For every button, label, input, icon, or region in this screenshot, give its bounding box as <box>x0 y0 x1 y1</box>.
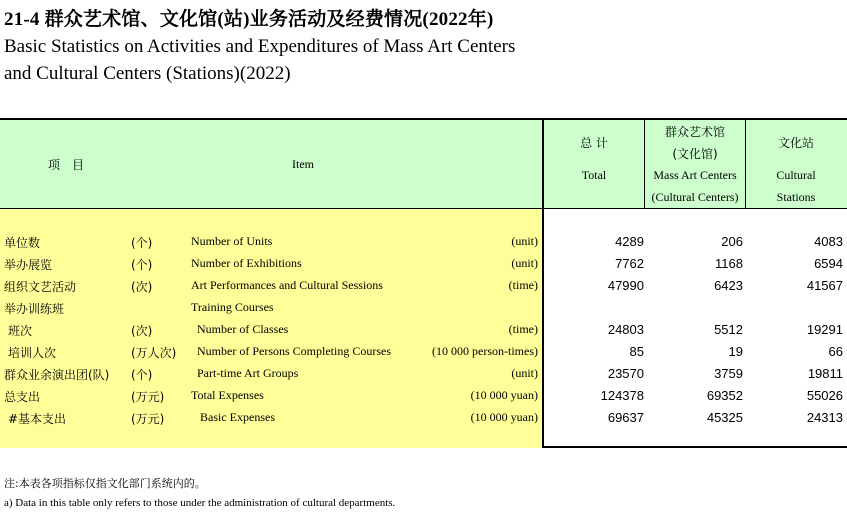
row-label-cn: 群众业余演出团(队) <box>4 368 110 382</box>
row-unit-en: (time) <box>508 322 538 336</box>
row-unit-en: (10 000 yuan) <box>470 410 538 424</box>
cell-total: 4289 <box>615 234 644 249</box>
cell-mass-art-centers: 206 <box>721 234 743 249</box>
cell-total: 7762 <box>615 256 644 271</box>
table-row <box>0 384 847 406</box>
page-title-cn: 21-4 群众艺术馆、文化馆(站)业务活动及经费情况(2022年) <box>4 9 494 30</box>
cell-mass-art-centers: 45325 <box>706 410 743 425</box>
table-row <box>0 230 847 252</box>
cell-mass-art-centers: 3759 <box>714 366 743 381</box>
cell-mass-art-centers: 19 <box>728 344 743 359</box>
cell-cultural-stations: 41567 <box>806 278 843 293</box>
table-row <box>0 340 847 362</box>
cell-mass-art-centers: 1168 <box>715 256 743 271</box>
cell-total: 47990 <box>607 278 644 293</box>
row-label-cn: 组织文艺活动 <box>4 280 77 294</box>
row-label-en: Training Courses <box>191 300 274 314</box>
row-unit-cn: (次) <box>131 324 153 338</box>
row-unit-en: (unit) <box>511 234 538 248</box>
row-label-en: Art Performances and Cultural Sessions <box>191 278 383 292</box>
cell-mass-art-centers: 69352 <box>706 388 743 403</box>
row-label-en: Number of Exhibitions <box>191 256 302 270</box>
statistics-table <box>0 118 847 448</box>
page-title-en-line2: and Cultural Centers (Stations)(2022) <box>4 63 291 84</box>
table-header <box>0 120 847 210</box>
header-mass-en-1: Mass Art Centers <box>653 168 737 182</box>
cell-total: 23570 <box>607 366 644 381</box>
cell-total: 24803 <box>607 322 644 337</box>
cell-cultural-stations: 55026 <box>806 388 843 403</box>
cell-total: 69637 <box>607 410 644 425</box>
cell-mass-art-centers: 6423 <box>714 278 743 293</box>
row-unit-cn: (个) <box>131 368 153 382</box>
row-unit-cn: (万元) <box>131 412 165 426</box>
table-row <box>0 296 847 318</box>
header-item-en: Item <box>292 157 314 171</box>
table-row <box>0 252 847 274</box>
row-unit-cn: (万元) <box>131 390 165 404</box>
row-label-en: Part-time Art Groups <box>197 366 299 380</box>
row-label-en: Total Expenses <box>191 388 264 402</box>
header-mass-cn-1: 群众艺术馆 <box>664 125 725 139</box>
header-total-en: Total <box>581 168 607 182</box>
table-row <box>0 362 847 384</box>
row-unit-cn: (次) <box>131 280 153 294</box>
footnote-cn: 注:本表各项指标仅指文化部门系统内的。 <box>4 477 206 490</box>
cell-cultural-stations: 6594 <box>814 256 843 271</box>
row-label-cn: 班次 <box>8 324 33 338</box>
cell-mass-art-centers: 5512 <box>714 322 743 337</box>
cell-total: 85 <box>629 344 644 359</box>
cell-cultural-stations: 19811 <box>807 366 843 381</box>
table-row <box>0 274 847 296</box>
page-title-en-line1: Basic Statistics on Activities and Expenditures of Mass Art Centers <box>4 36 516 57</box>
row-unit-en: (time) <box>508 278 538 292</box>
header-mass-en-2: (Cultural Centers) <box>651 190 739 204</box>
cell-cultural-stations: 24313 <box>806 410 843 425</box>
row-label-en: Number of Persons Completing Courses <box>197 344 391 358</box>
row-unit-cn: (万人次) <box>131 346 177 360</box>
row-label-cn: 举办训练班 <box>4 302 65 316</box>
row-unit-en: (10 000 yuan) <box>470 388 538 402</box>
cell-cultural-stations: 4083 <box>814 234 843 249</box>
header-station-en-1: Cultural <box>776 168 816 182</box>
row-label-cn: 举办展览 <box>4 258 53 272</box>
row-label-en: Basic Expenses <box>200 410 275 424</box>
row-unit-en: (unit) <box>511 366 538 380</box>
footnote-en: a) Data in this table only refers to those under the administration of cultural departments. <box>4 497 396 509</box>
table-row <box>0 318 847 340</box>
row-unit-en: (unit) <box>511 256 538 270</box>
header-mass-cn-2: (文化馆) <box>672 147 718 161</box>
cell-total: 124378 <box>600 388 644 403</box>
row-label-cn: 总支出 <box>4 390 41 404</box>
row-label-cn: 单位数 <box>4 236 41 250</box>
header-station-en-2: Stations <box>776 190 816 204</box>
cell-cultural-stations: 66 <box>828 344 843 359</box>
row-label-cn: 培训人次 <box>8 346 57 360</box>
row-unit-en: (10 000 person-times) <box>432 344 538 358</box>
row-unit-cn: (个) <box>131 258 153 272</box>
header-station-cn: 文化站 <box>777 136 814 150</box>
cell-cultural-stations: 19291 <box>806 322 843 337</box>
header-total-cn: 总 计 <box>580 136 608 150</box>
header-item-cn: 项 目 <box>48 158 85 172</box>
row-unit-cn: (个) <box>131 236 153 250</box>
row-label-en: Number of Classes <box>197 322 289 336</box>
row-label-cn: #基本支出 <box>8 412 67 426</box>
row-label-en: Number of Units <box>191 234 273 248</box>
table-row <box>0 406 847 428</box>
